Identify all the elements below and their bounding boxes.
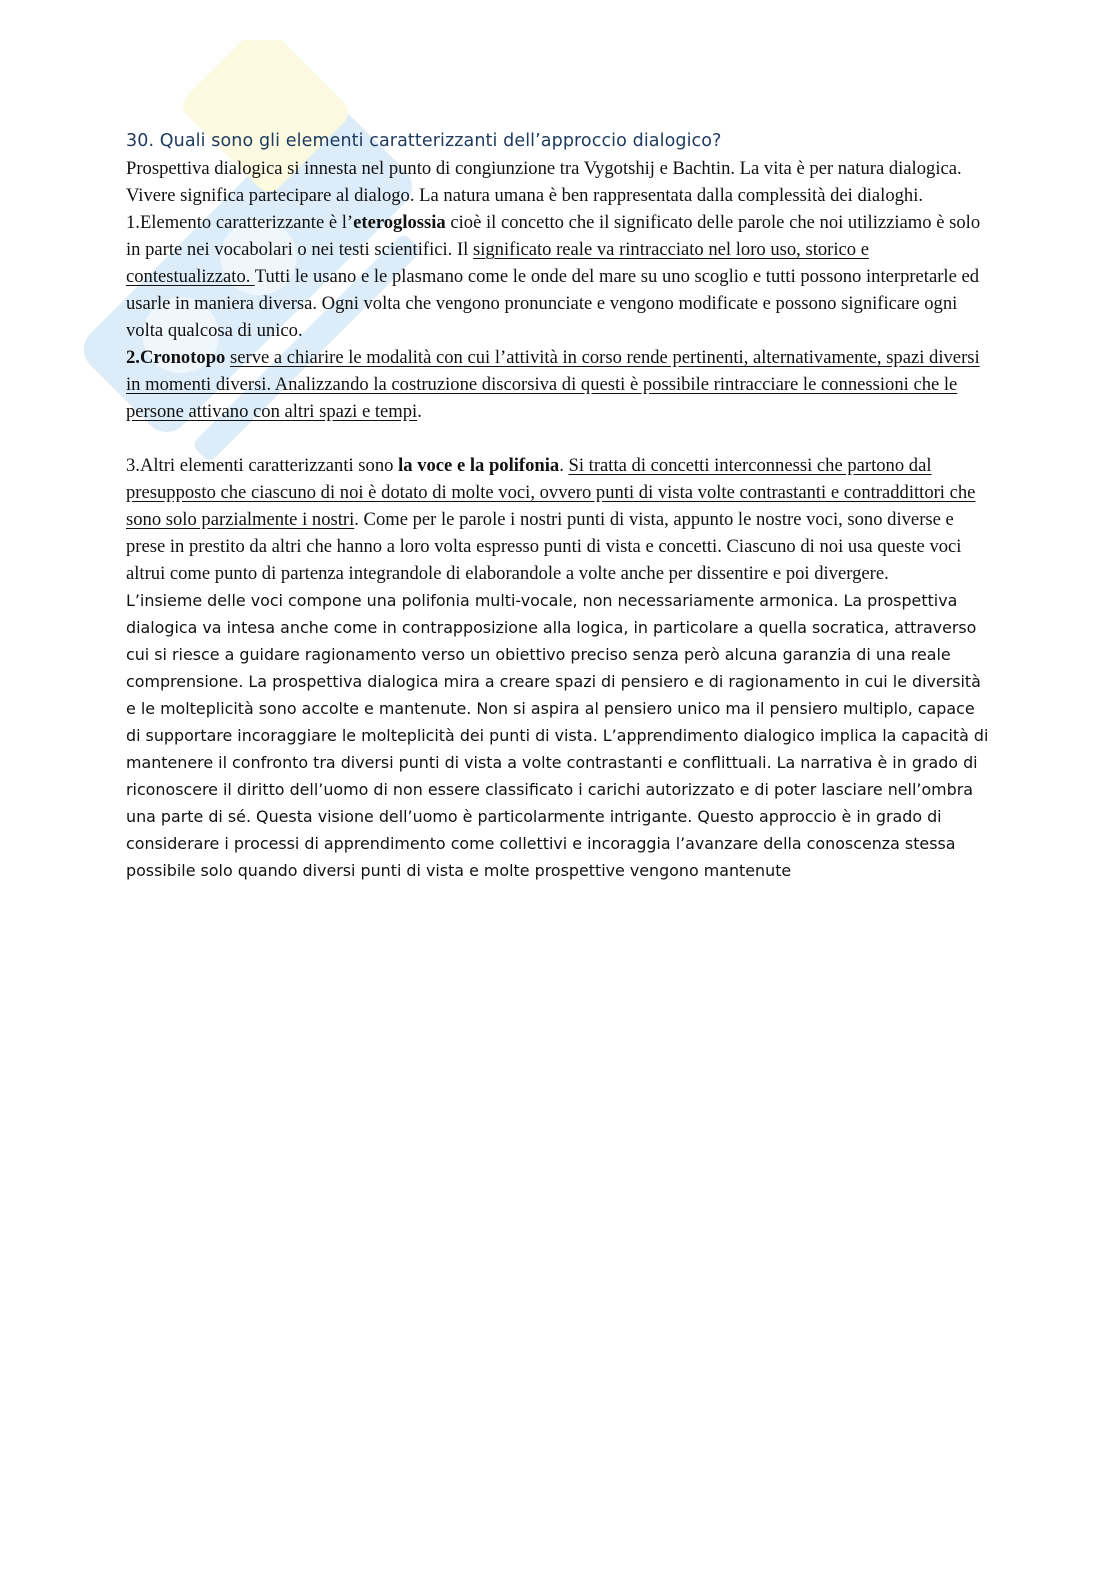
term-cronotopo: 2.Cronotopo	[126, 347, 226, 368]
p3-text-a: 3.Altri elementi caratterizzanti sono	[126, 455, 399, 476]
paragraph-gap	[126, 425, 994, 452]
paragraph-cronotopo	[126, 344, 994, 425]
p3-underlined-text: Si tratta di concetti interconnessi che partono dal presupposto che ciascuno di noi è dotato di molte voci, ovvero punti di vista volte contrastanti e contraddittori che sono solo parzialmente i nostri	[126, 455, 976, 530]
question-title: 30. Quali sono gli elementi caratterizzanti dell’approccio dialogico?	[126, 131, 722, 151]
paragraph-insieme-voci: L’insieme delle voci compone una polifonia multi-vocale, non necessariamente armonica. La prospettiva dialogica va intesa anche come in contrapposizione alla logica, in particolare a quella socratica, attraverso cui si riesce a guidare ragionamento verso un obiettivo preciso senza però alcuna garanzia di una reale comprensione. La prospettiva dialogica mira a creare spazi di pensiero e di ragionamento in cui le diversità e le molteplicità sono accolte e mantenute. Non si aspira al pensiero unico ma il pensiero multiplo, capace di supportare incoraggiare le molteplicità dei punti di vista. L’apprendimento dialogico implica la capacità di mantenere il confronto tra diversi punti di vista a volte contrastanti e conflittuali. La narrativa è in grado di riconoscere il diritto dell’uomo di non essere classificato i carichi autorizzato e di poter lasciare nell’ombra una parte di sé. Questa visione dell’uomo è particolarmente intrigante. Questo approccio è in grado di considerare i processi di apprendimento come collettivi e incoraggia l’avanzare della conoscenza stessa possibile solo quando diversi punti di vista e molte prospettive vengono mantenute	[126, 591, 989, 880]
paragraph-eteroglossia	[126, 209, 994, 344]
p1-text-b: cioè il concetto che il significato delle parole che noi utilizziamo è solo in parte nei vocabolari o nei testi scientifici. Il	[126, 212, 981, 260]
p3-text-c: . Come per le parole i nostri punti di vista, appunto le nostre voci, sono diverse e prese in prestito da altri che hanno a loro volta espresso punti di vista e concetti. Ciascuno di noi usa queste voci altrui come punto di partenza integrandole di elaborandole a volte anche per dissentire e poi divergere.	[126, 509, 962, 584]
p2-end: .	[417, 401, 422, 422]
paragraph-polifonia	[126, 452, 994, 587]
p1-text-a: 1.Elemento caratterizzante è l’	[126, 212, 354, 233]
p2-underlined-text: serve a chiarire le modalità con cui l’attività in corso rende pertinenti, alternativamente, spazi diversi in momenti diversi. Analizzando la costruzione discorsiva di questi è possibile rintracciare le connessioni che le persone attivano con altri spazi e tempi	[126, 347, 980, 422]
term-voce-polifonia: la voce e la polifonia	[398, 455, 560, 476]
p1-text-c: Tutti le usano e le plasmano come le onde del mare su uno scoglio e tutti possono interpretarle ed usarle in maniera diversa. Ogni volta che vengono pronunciate e vengono modificate e possono significare ogni volta qualcosa di unico.	[126, 266, 980, 341]
intro-paragraph: Prospettiva dialogica si innesta nel punto di congiunzione tra Vygotshij e Bachtin. La vita è per natura dialogica. Vivere significa partecipare al dialogo. La natura umana è ben rappresentata dalla complessità dei dialoghi.	[126, 158, 962, 206]
p1-underlined-text: significato reale va rintracciato nel loro uso, storico e contestualizzato.	[126, 239, 869, 287]
document-body	[126, 128, 994, 884]
term-eteroglossia: eteroglossia	[353, 212, 446, 233]
p3-text-b: .	[559, 455, 569, 476]
